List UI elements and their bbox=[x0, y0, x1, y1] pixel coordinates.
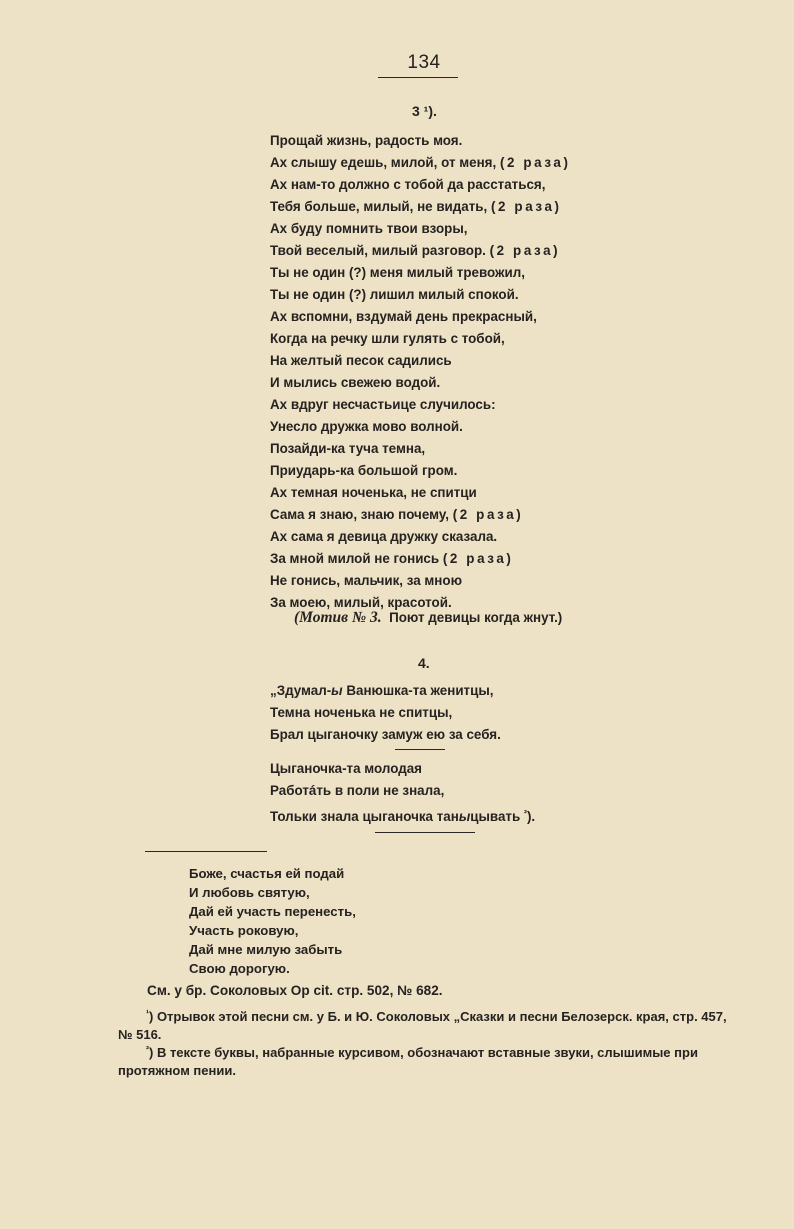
footnote-poem-line: И любовь святую, bbox=[189, 885, 310, 900]
page-number-rule bbox=[378, 77, 458, 78]
repeat-mark: (2 раза) bbox=[442, 551, 514, 566]
verse-line: „Здумал-ы Ванюшка-та женитцы, bbox=[270, 683, 494, 698]
verse-line: Брал цыганочку замуж ею за себя. bbox=[270, 727, 501, 742]
footnote-2: $^{^2}$) В тексте буквы, набранные курсивом, обозначают вставные звуки, слышимые при протяжном пении. bbox=[118, 1044, 698, 1078]
verse-line: Тебя больше, милый, не видать, (2 раза) bbox=[270, 199, 562, 214]
verse-line: Ах буду помнить твои взоры, bbox=[270, 221, 468, 236]
verse-line: Ах вдруг несчастьице случилось: bbox=[270, 397, 496, 412]
verse-line: Ты не один (?) лишил милый спокой. bbox=[270, 287, 519, 302]
footnote-poem-line: Участь роковую, bbox=[189, 923, 299, 938]
song-3-heading: 3 ¹). bbox=[412, 103, 437, 119]
verse-line: Ах вспомни, вздумай день прекрасный, bbox=[270, 309, 537, 324]
verse-line: На желтый песок садились bbox=[270, 353, 452, 368]
section-end-rule bbox=[375, 832, 475, 833]
verse-line: Работáть в поли не знала, bbox=[270, 783, 445, 798]
verse-line: Ах нам-то должно с тобой да расстаться, bbox=[270, 177, 546, 192]
stanza-divider bbox=[395, 749, 445, 750]
repeat-mark: (2 раза) bbox=[489, 243, 561, 258]
footnote-separator bbox=[145, 851, 267, 852]
inserted-vowel: ы bbox=[458, 809, 471, 824]
verse-line: Приударь-ка большой гром. bbox=[270, 463, 458, 478]
verse-line: Не гонись, мальчик, за мною bbox=[270, 573, 462, 588]
motive-note: (Мотив № 3. Поют девицы когда жнут.) bbox=[294, 609, 563, 626]
inserted-vowel: ы bbox=[331, 683, 343, 698]
song-4-heading: 4. bbox=[418, 655, 430, 671]
verse-line: Ты не один (?) меня милый тревожил, bbox=[270, 265, 525, 280]
verse-line: И мылись свежею водой. bbox=[270, 375, 441, 390]
footnote-ref: ² bbox=[523, 808, 527, 818]
footnote-poem-line: Дай мне милую забыть bbox=[189, 942, 343, 957]
verse-line: Позайди-ка туча темна, bbox=[270, 441, 426, 456]
footnote-1: $^{^1}$) Отрывок этой песни см. у Б. и Ю. Соколовых „Сказки и песни Белозерск. края, стр. 457, № 516. bbox=[118, 1008, 727, 1042]
footnote-poem-line: Свою дорогую. bbox=[189, 961, 290, 976]
verse-line: Прощай жизнь, радость моя. bbox=[270, 133, 463, 148]
verse-line: Темна ноченька не спитцы, bbox=[270, 705, 453, 720]
verse-line: Твой веселый, милый разговор. (2 раза) bbox=[270, 243, 561, 258]
verse-line: Когда на речку шли гулять с тобой, bbox=[270, 331, 505, 346]
footnote-mark: ² bbox=[146, 1044, 149, 1054]
repeat-mark: (2 раза) bbox=[490, 199, 562, 214]
verse-line: Тольки знала цыганочка таныцывать $^{^2}$). bbox=[270, 808, 536, 824]
verse-line: За моею, милый, красотой. bbox=[270, 595, 452, 610]
footnote-poem-line: Дай ей участь перенесть, bbox=[189, 904, 356, 919]
repeat-mark: (2 раза) bbox=[452, 507, 524, 522]
verse-line: Ах темная ноченька, не спитци bbox=[270, 485, 477, 500]
verse-line: Цыганочка-та молодая bbox=[270, 761, 422, 776]
verse-line: Ах слышу едешь, милой, от меня, (2 раза) bbox=[270, 155, 571, 170]
footnote-poem-line: Боже, счастья ей подай bbox=[189, 866, 345, 881]
verse-line: Унесло дружка мово волной. bbox=[270, 419, 463, 434]
motive-label: (Мотив № 3. bbox=[294, 609, 382, 626]
verse-line: За мной милой не гонись (2 раза) bbox=[270, 551, 514, 566]
verse-line: Сама я знаю, знаю почему, (2 раза) bbox=[270, 507, 524, 522]
repeat-mark: (2 раза) bbox=[499, 155, 571, 170]
page-number: 134 bbox=[407, 52, 441, 73]
footnote-mark: ¹ bbox=[146, 1008, 149, 1018]
footnote-reference: См. у бр. Соколовых Ор cit. стр. 502, № 682. bbox=[147, 983, 443, 998]
verse-line: Ах сама я девица дружку сказала. bbox=[270, 529, 498, 544]
